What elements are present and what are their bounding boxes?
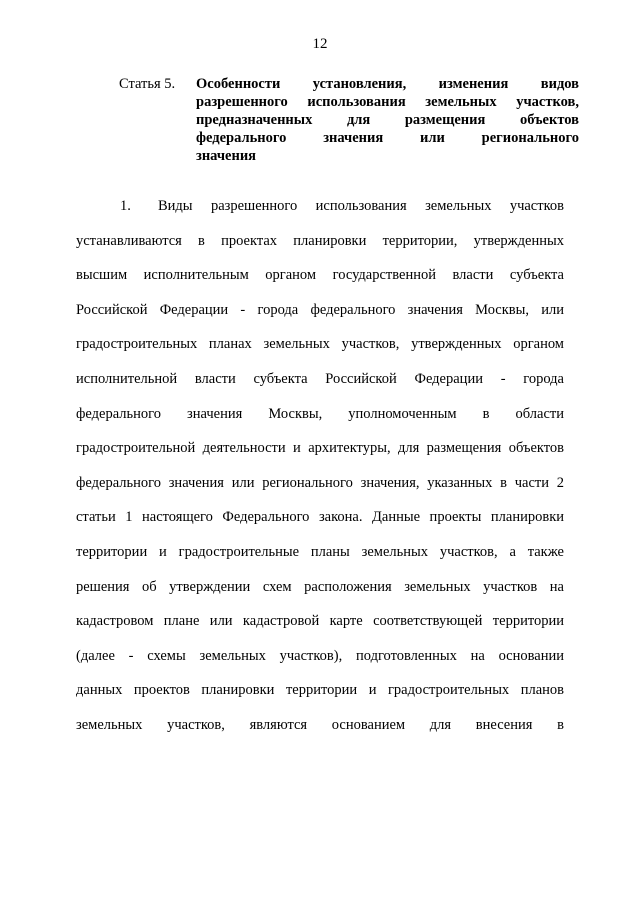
title-line: федерального значения или регионального (196, 130, 579, 146)
body-line: высшим исполнительным органом государственной власти субъекта (76, 267, 564, 284)
body-line: данных проектов планировки территории и градостроительных планов (76, 682, 564, 699)
body-line: устанавливаются в проектах планировки территории, утвержденных (76, 232, 564, 249)
body-line: федерального значения или регионального значения, указанных в части 2 (76, 474, 564, 491)
paragraph-first-line (76, 196, 564, 231)
body-line: градостроительной деятельности и архитектуры, для размещения объектов (76, 440, 564, 457)
body-line: земельных участков, являются основанием для внесения в (76, 716, 564, 733)
body-line: кадастровом плане или кадастровой карте соответствующей территории (76, 613, 564, 630)
body-line: решения об утверждении схем расположения земельных участков на (76, 578, 564, 595)
article-label: Статья 5. (119, 76, 176, 92)
body-line: градостроительных планах земельных участков, утвержденных органом (76, 336, 564, 353)
title-line: значения (196, 148, 257, 164)
title-line: Особенности установления, изменения видов (196, 76, 579, 92)
page-number: 12 (312, 36, 328, 52)
title-line: предназначенных для размещения объектов (196, 112, 579, 128)
body-line: статьи 1 настоящего Федерального закона. Данные проекты планировки (76, 509, 564, 526)
article-title (196, 75, 579, 165)
first-line-text: Виды разрешенного использования земельных участков (158, 198, 564, 214)
article-body (76, 196, 564, 750)
body-line: территории и градостроительные планы земельных участков, а также (76, 543, 564, 560)
paragraph-number: 1. (120, 198, 131, 214)
body-line: Российской Федерации - города федерального значения Москвы, или (76, 301, 564, 318)
body-line: федерального значения Москвы, уполномоченным в области (76, 405, 564, 422)
title-line: разрешенного использования земельных участков, (196, 94, 579, 110)
body-line: (далее - схемы земельных участков), подготовленных на основании (76, 647, 564, 664)
body-line: исполнительной власти субъекта Российской Федерации - города (76, 370, 564, 387)
